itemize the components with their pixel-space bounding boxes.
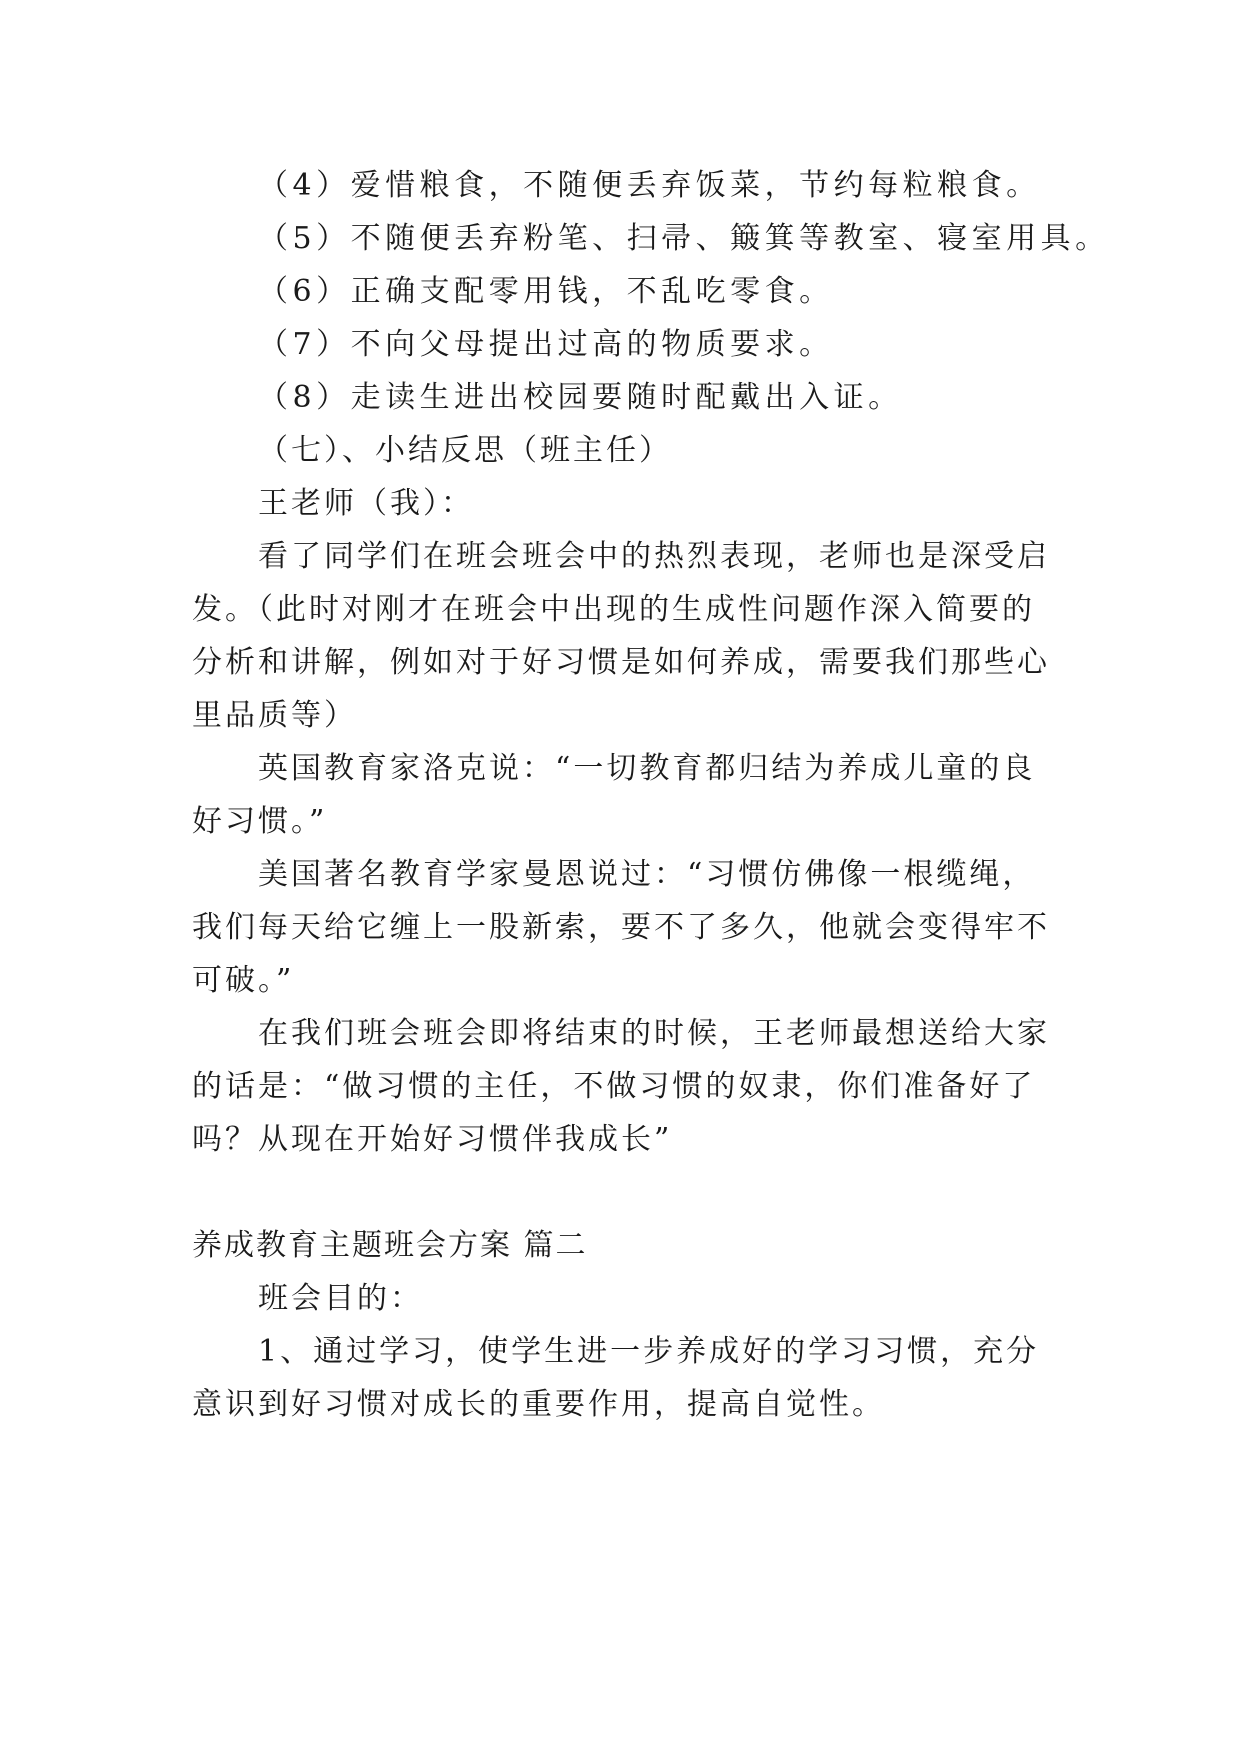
paragraph-line: 意识到好习惯对成长的重要作用，提高自觉性。 bbox=[192, 1387, 885, 1422]
quote-paragraph: 美国著名教育学家曼恩说过：“习惯仿佛像一根缆绳， bbox=[258, 857, 1036, 892]
quote-paragraph: 可破。” bbox=[192, 963, 295, 998]
quote-paragraph: 好习惯。” bbox=[192, 804, 328, 839]
paragraph-line: 1、通过学习，使学生进一步养成好的学习习惯，充分 bbox=[258, 1334, 1040, 1369]
closing-paragraph: 的话是：“做习惯的主任，不做习惯的奴隶，你们准备好了 bbox=[192, 1069, 1036, 1104]
section-heading-summary: （七）、小结反思（班主任） bbox=[258, 433, 672, 468]
list-item-4: （4）爱惜粮食，不随便丢弃饭菜，节约每粒粮食。 bbox=[258, 168, 1041, 203]
paragraph-line: 分析和讲解，例如对于好习惯是如何养成，需要我们那些心 bbox=[192, 645, 1050, 680]
list-item-6: （6）正确支配零用钱，不乱吃零食。 bbox=[258, 274, 834, 309]
closing-paragraph: 吗？从现在开始好习惯伴我成长” bbox=[192, 1122, 673, 1157]
subsection-label: 班会目的： bbox=[258, 1281, 423, 1316]
list-item-5: （5）不随便丢弃粉笔、扫帚、簸箕等教室、寝室用具。 bbox=[258, 221, 1110, 256]
quote-paragraph: 我们每天给它缠上一股新索，要不了多久，他就会变得牢不 bbox=[192, 910, 1050, 945]
paragraph-line: 里品质等） bbox=[192, 698, 357, 733]
section-title: 养成教育主题班会方案 篇二 bbox=[192, 1228, 588, 1263]
quote-paragraph: 英国教育家洛克说：“一切教育都归结为养成儿童的良 bbox=[258, 751, 1036, 786]
speaker-label: 王老师（我）： bbox=[258, 486, 474, 521]
closing-paragraph: 在我们班会班会即将结束的时候，王老师最想送给大家 bbox=[258, 1016, 1050, 1051]
paragraph-line: 发。（此时对刚才在班会中出现的生成性问题作深入简要的 bbox=[192, 592, 1035, 627]
list-item-7: （7）不向父母提出过高的物质要求。 bbox=[258, 327, 834, 362]
list-item-8: （8）走读生进出校园要随时配戴出入证。 bbox=[258, 380, 903, 415]
paragraph-line: 看了同学们在班会班会中的热烈表现，老师也是深受启 bbox=[258, 539, 1050, 574]
